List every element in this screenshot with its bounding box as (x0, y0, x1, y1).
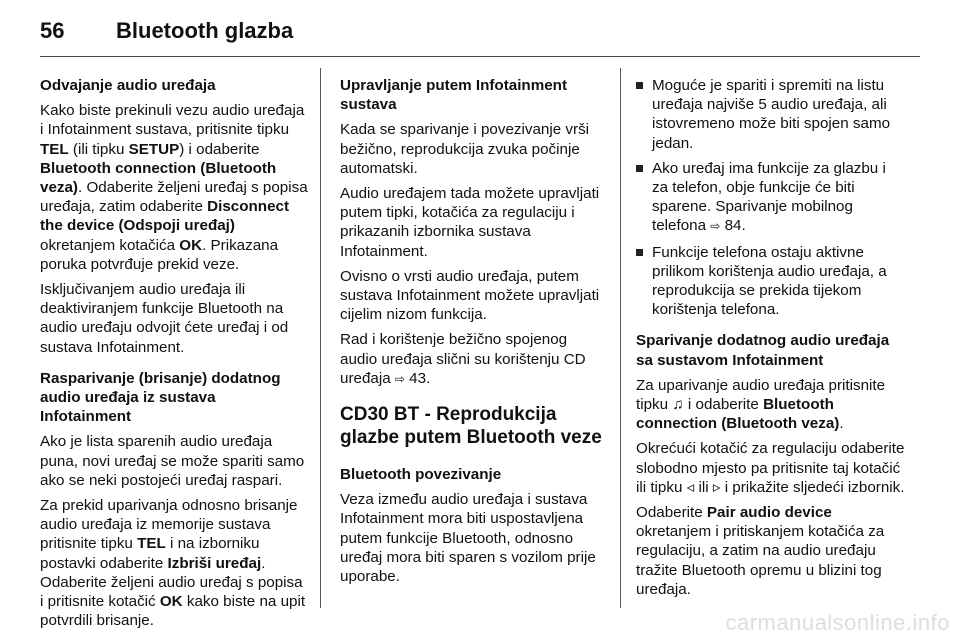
column-divider (620, 68, 621, 608)
column-middle (340, 76, 606, 592)
text-segment: i odaberite (683, 396, 764, 414)
emphasis-text: OK (159, 593, 183, 611)
heading-connection: Bluetooth povezivanje (340, 466, 502, 484)
emphasis-text: SETUP (128, 140, 180, 158)
page-number: 56 (40, 18, 65, 43)
text-segment: 43. (404, 369, 431, 387)
text-segment: (ili tipku (68, 140, 129, 158)
emphasis-text: OK (179, 236, 203, 254)
paragraph: Isključivanjem audio uređaja ili deaktiviranjem funkcije Bluetooth na audio uređaju odvojit ćete uređaj i od sustava Infotainment. (40, 281, 289, 356)
text-segment: ▹ (712, 478, 721, 496)
heading-disconnect: Odvajanje audio uređaja (40, 77, 216, 94)
paragraph (636, 439, 906, 497)
list-item (636, 76, 906, 153)
emphasis-text: Bluetooth connection (Bluetooth veza) (40, 159, 277, 197)
text-segment: 84. (720, 217, 746, 235)
text-segment: okretanjem i pritiskanjem kotačića za regulaciju, a zatim na audio uređaju tražite Bluetooth opremu u blizini tog uređaja. (636, 523, 885, 598)
text-segment: ili (694, 478, 713, 496)
paragraph (40, 101, 308, 274)
bullet-icon (636, 165, 643, 172)
paragraph: Ovisno o vrsti audio uređaja, putem sustava Infotainment možete upravljati cijelim nizom funkcija. (340, 267, 600, 324)
list-item (636, 159, 906, 237)
page-title: Bluetooth glazba (116, 18, 294, 43)
paragraph: Ako je lista sparenih audio uređaja puna, novi uređaj se može spariti samo ako se neki postojeći uređaj raspari. (40, 433, 305, 489)
page-reference-icon: ⇨ (394, 371, 405, 386)
emphasis-text: TEL (137, 535, 166, 553)
paragraph (636, 376, 906, 434)
column-right (636, 76, 906, 605)
text-segment: okretanjem kotačića (40, 236, 180, 254)
text-segment: . Odaberite željeni uređaj s popisa uređaja, zatim odaberite (40, 179, 308, 216)
heading-pair: Sparivanje dodatnog audio uređaja sa sustavom Infotainment (636, 332, 890, 369)
bullet-icon (636, 82, 643, 89)
emphasis-text: Izbriši uređaj (167, 554, 262, 572)
heading-control: Upravljanje putem Infotainment sustava (340, 77, 567, 114)
paragraph (40, 496, 308, 630)
list-item (636, 243, 906, 320)
paragraph: Kada se sparivanje i povezivanje vrši bežično, reprodukcija zvuka počinje automatski. (340, 121, 590, 177)
column-left (40, 76, 308, 636)
paragraph: Veza između audio uređaja i sustava Infotainment mora biti uspostavljena putem funkcije Bluetooth, odnosno uređaj mora biti sparen s vozilom prije uporabe. (340, 491, 596, 586)
paragraph (636, 503, 906, 599)
text-segment: Za prekid uparivanja odnosno brisanje audio uređaja iz memorije sustava pritisnite tipku (40, 497, 298, 553)
bullet-icon (636, 249, 643, 256)
text-segment: Okrećući kotačić za regulaciju odaberite slobodno mjesto pa pritisnite taj kotačić ili tipku (636, 440, 905, 496)
text-segment: . Prikazana poruka potvrđuje prekid veze. (40, 236, 279, 273)
emphasis-text: Pair audio device (706, 504, 832, 522)
paragraph (340, 330, 606, 389)
text-segment: Kako biste prekinuli vezu audio uređaja i Infotainment sustava, pritisnite tipku (40, 102, 305, 139)
text-segment: . Odaberite željeni audio uređaj s popisa i pritisnite kotačić (40, 554, 303, 611)
list-item-text: Moguće je spariti i spremiti na listu uređaja najviše 5 audio uređaja, ali istovremeno može biti spojen samo jedan. (652, 77, 891, 152)
page-header (40, 0, 920, 57)
text-segment: Za uparivanje audio uređaja pritisnite tipku (636, 376, 886, 414)
heading-unpair: Rasparivanje (brisanje) dodatnog audio uređaja iz sustava Infotainment (40, 369, 281, 426)
emphasis-text: TEL (40, 140, 69, 158)
text-segment: ◃ (686, 478, 695, 496)
text-segment: ) i odaberite (179, 140, 260, 158)
column-divider (320, 68, 321, 608)
text-segment: . (839, 415, 844, 433)
emphasis-text: Bluetooth connection (Bluetooth veza) (636, 396, 840, 433)
page-reference-icon: ⇨ (710, 219, 721, 234)
bullet-list (636, 76, 906, 319)
text-segment: i prikažite sljedeći izbornik. (720, 478, 905, 496)
text-segment: ♫ (672, 396, 684, 414)
text-segment: i na izborniku postavki odaberite (40, 535, 260, 572)
text-segment: Rad i korištenje bežično spojenog audio uređaja slični su korištenju CD uređaja (340, 331, 586, 387)
paragraph: Audio uređajem tada možete upravljati putem tipki, kotačića za regulaciju i prikazanih izbornika sustava Infotainment. (340, 185, 600, 260)
emphasis-text: Disconnect the device (Odspoji uređaj) (40, 198, 290, 235)
section-title: CD30 BT - Reprodukcija glazbe putem Bluetooth veze (340, 404, 602, 449)
text-segment: Ako uređaj ima funkcije za glazbu i za telefon, obje funkcije će biti sparene. Sparivanje mobilnog telefona (652, 159, 886, 235)
list-item-text (652, 160, 886, 235)
text-segment: Odaberite (636, 504, 707, 522)
text-segment: kako biste na upit potvrdili brisanje. (40, 593, 306, 630)
list-item-text: Funkcije telefona ostaju aktivne prilikom korištenja audio uređaja, a reprodukcija se prekida tijekom korištenja telefona. (652, 243, 887, 319)
watermark: carmanualsonline.info (725, 610, 950, 635)
